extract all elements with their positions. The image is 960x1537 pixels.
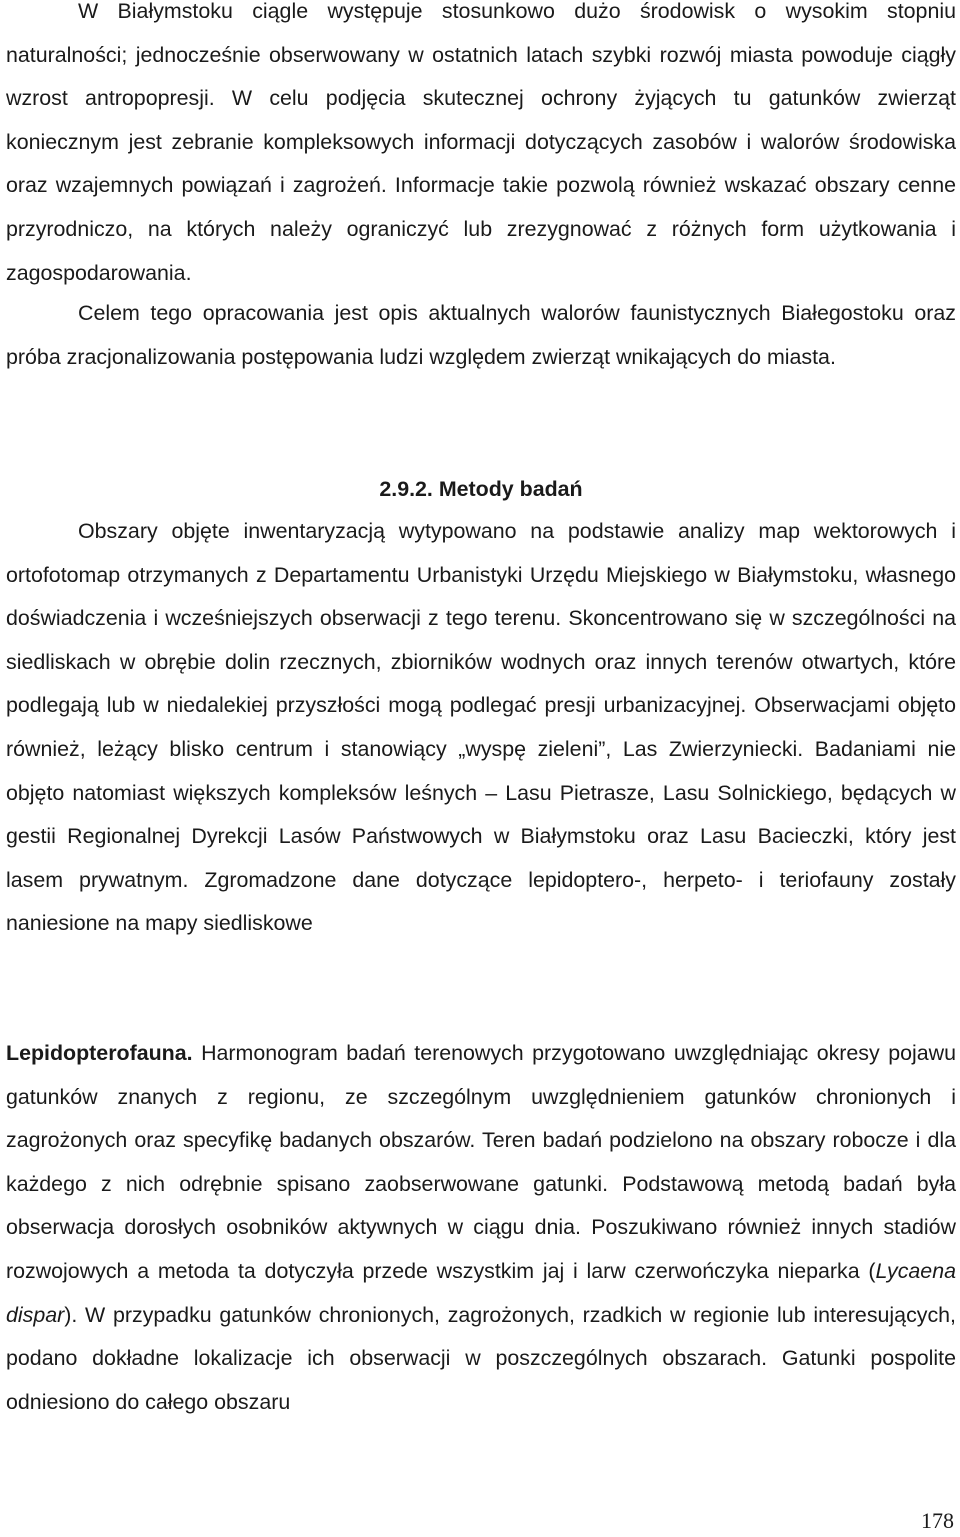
paragraph-text-part-2: ). W przypadku gatunków chronionych, zagrożonych, rzadkich w regionie lub interesujących, podano dokładne lokalizacje ich obserwacji w poszczególnych obszarach. Gatunki pospolite odniesiono do całego obszaru xyxy=(6,1302,956,1414)
paragraph-aim: Celem tego opracowania jest opis aktualnych walorów faunistycznych Białegostoku oraz próba zracjonalizowania postępowania ludzi względem zwierząt wnikających do miasta. xyxy=(6,301,956,369)
paragraph-lead-term: Lepidopterofauna. xyxy=(6,1041,193,1065)
page-number: 178 xyxy=(921,1508,954,1533)
section-heading: 2.9.2. Metody badań xyxy=(379,477,583,501)
paragraph-methods: Obszary objęte inwentaryzacją wytypowano na podstawie analizy map wektorowych i ortofotomap otrzymanych z Departamentu Urbanistyki Urzędu Miejskiego w Białymstoku, własnego doświadczenia i wcześniejszych obserwacji z tego terenu. Skoncentrowano się w szczególności na siedliskach w obrębie dolin rzecznych, zbiorników wodnych oraz innych terenów otwartych, które podlegają lub w niedalekiej przyszłości mogą podlegać presji urbanizacyjnej. Obserwacjami objęto również, leżący blisko centrum i stanowiący „wyspę zieleni”, Las Zwierzyniecki. Badaniami nie objęto natomiast większych kompleksów leśnych – Lasu Pietrasze, Lasu Solnickiego, będących w gestii Regionalnej Dyrekcji Lasów Państwowych w Białymstoku oraz Lasu Bacieczki, który jest lasem prywatnym. Zgromadzone dane dotyczące lepidoptero-, herpeto- i teriofauny zostały naniesione na mapy siedliskowe xyxy=(6,519,956,936)
species-name: Lycaena dispar xyxy=(6,1258,956,1327)
paragraph-lepidopterofauna xyxy=(6,1032,956,1424)
paragraph-intro: W Białymstoku ciągle występuje stosunkowo dużo środowisk o wysokim stopniu naturalności; jednocześnie obserwowany w ostatnich latach szybki rozwój miasta powoduje ciągły wzrost antropopresji. W celu podjęcia skutecznej ochrony żyjących tu gatunków zwierząt koniecznym jest zebranie kompleksowych informacji dotyczących zasobów i walorów środowiska oraz wzajemnych powiązań i zagrożeń. Informacje takie pozwolą również wskazać obszary cenne przyrodniczo, na których należy ograniczyć lub zrezygnować z różnych form użytkowania i zagospodarowania. xyxy=(6,0,956,285)
paragraph-text-part-1: Harmonogram badań terenowych przygotowano uwzględniając okresy pojawu gatunków znanych z regionu, ze szczególnym uwzględnieniem gatunków chronionych i zagrożonych oraz specyfikę badanych obszarów. Teren badań podzielono na obszary robocze i dla każdego z nich odrębnie spisano zaobserwowane gatunki. Podstawową metodą badań była obserwacja dorosłych osobników aktywnych w ciągu dnia. Poszukiwano również innych stadiów rozwojowych a metoda ta dotyczyła przede wszystkim jaj i larw czerwończyka nieparka ( xyxy=(6,1041,956,1283)
